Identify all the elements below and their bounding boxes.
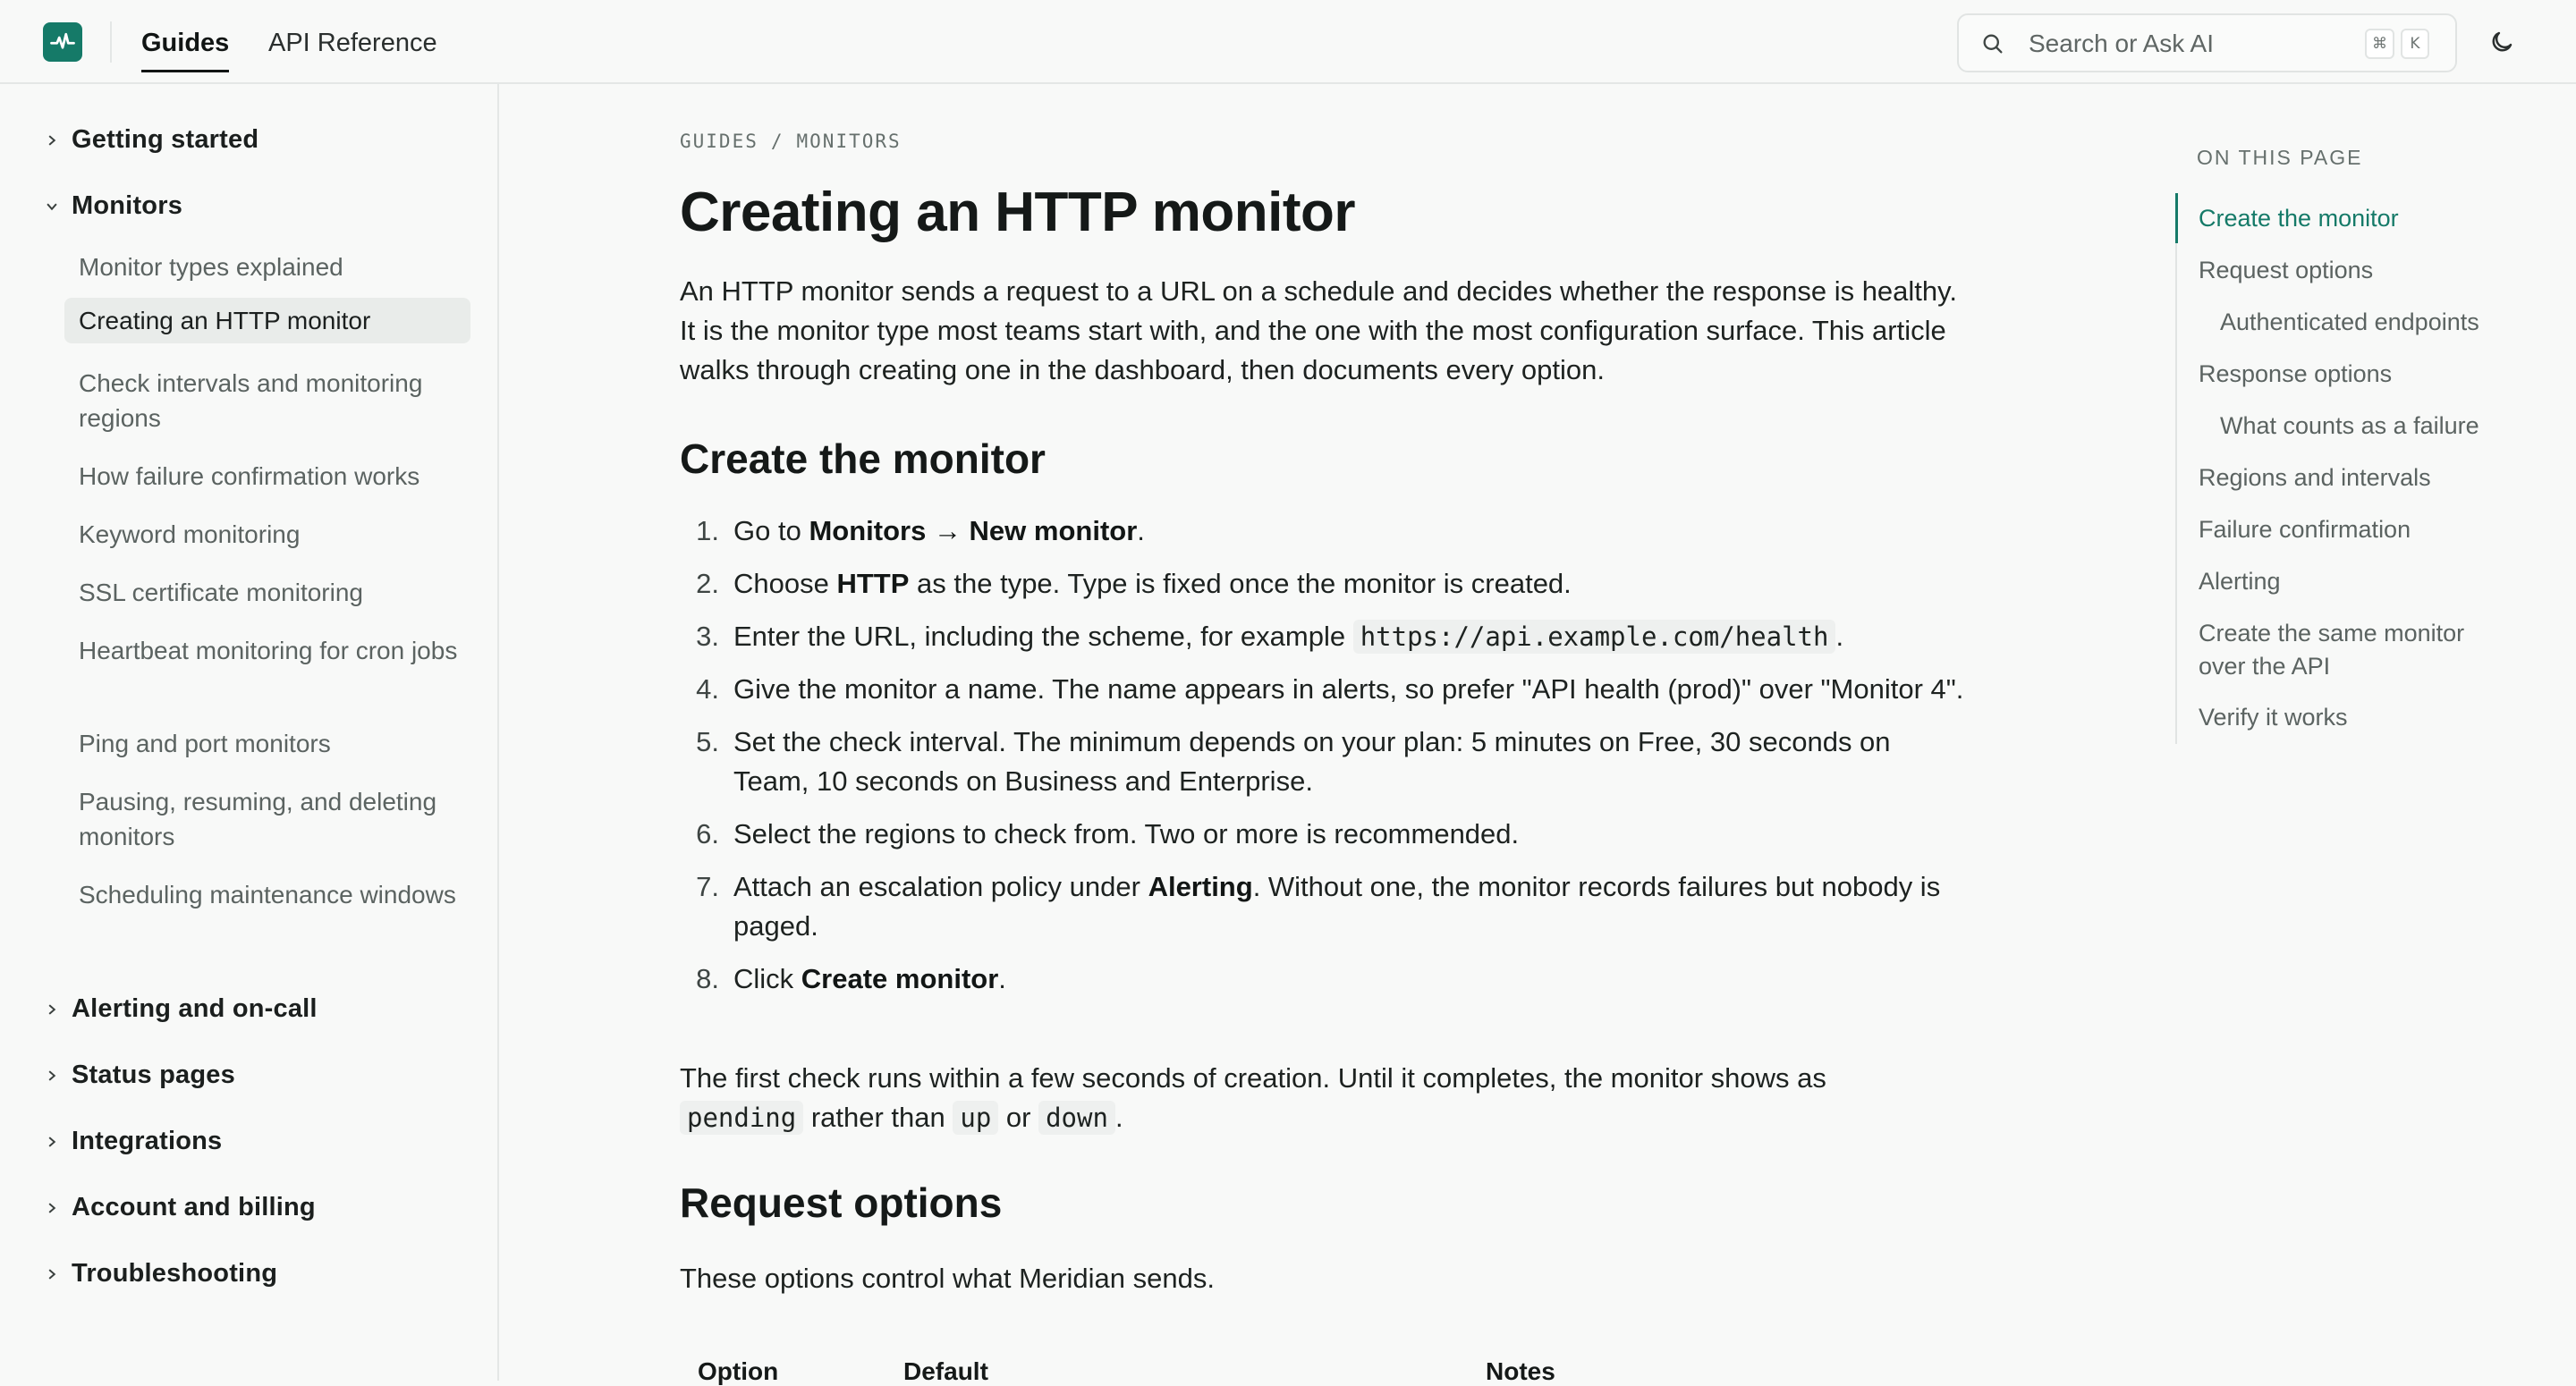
list-item: 3. Enter the URL, including the scheme, for example https://api.example.com/health . [696,621,1844,652]
toc-active-indicator [2175,193,2178,243]
table-header-notes: Notes [1486,1357,1555,1385]
sidebar-section-label: Getting started [72,125,259,154]
steps-list [680,511,1968,1012]
sidebar-section-label: Account and billing [72,1193,316,1221]
menu-path: Monitors → New monitor [809,515,1138,546]
shortcut-cmd-key: ⌘ [2365,29,2394,59]
toc-item-authenticated-endpoints[interactable]: Authenticated endpoints [2220,308,2479,335]
sidebar-item-keyword-monitoring[interactable]: Keyword monitoring [79,520,301,548]
shortcut-k-key: K [2401,29,2429,59]
list-item: 5. Set the check interval. The minimum depends on your plan: 5 minutes on Free, 30 seconds on Team, 10 seconds on Business and Enterprise. [696,726,1891,797]
toc-item-verify-it-works[interactable]: Verify it works [2199,704,2348,731]
table-header-default: Default [903,1357,988,1385]
sidebar-section-getting-started[interactable] [43,125,258,155]
example-url-code: https://api.example.com/health [1353,620,1836,654]
sidebar-item-monitor-types[interactable]: Monitor types explained [79,253,343,281]
sidebar-item-creating-http-monitor[interactable]: Creating an HTTP monitor [64,298,470,343]
toc-item-alerting[interactable]: Alerting [2199,568,2281,595]
breadcrumb-monitors[interactable]: MONITORS [796,131,902,152]
moon-icon[interactable] [2484,24,2520,60]
search-placeholder: Search or Ask AI [2029,30,2214,57]
breadcrumb [680,131,902,152]
sidebar [0,84,499,1381]
sidebar-item-maintenance-windows[interactable]: Scheduling maintenance windows [79,881,456,909]
top-bar [0,0,2576,84]
request-options-paragraph: These options control what Meridian sends. [680,1263,1215,1294]
list-item: 8. Click Create monitor. [696,963,1006,994]
toc-item-what-counts-as-failure[interactable]: What counts as a failure [2220,412,2479,439]
header-divider [110,21,112,63]
list-item: 6. Select the regions to check from. Two or more is recommended. [696,818,1520,849]
table-header-option: Option [698,1357,779,1385]
toc-item-create-over-api[interactable]: Create the same monitor over the API [2199,620,2465,680]
chevron-right-icon [43,1133,61,1151]
page-title: Creating an HTTP monitor [680,182,1356,243]
sidebar-section-alerting[interactable] [43,994,318,1024]
list-item: 4. Give the monitor a name. The name appears in alerts, so prefer "API health (prod)" over "Monitor 4". [696,673,1964,705]
sidebar-section-label: Monitors [72,191,183,220]
heading-create-the-monitor: Create the monitor [680,435,1046,482]
toc-item-response-options[interactable]: Response options [2199,360,2393,387]
sidebar-section-label: Alerting and on-call [72,994,318,1023]
logo-pulse-icon[interactable] [43,22,82,62]
status-down-code: down [1038,1101,1115,1135]
chevron-right-icon [43,1067,61,1085]
sidebar-item-failure-confirmation[interactable]: How failure confirmation works [79,462,420,490]
breadcrumb-guides[interactable]: GUIDES [680,131,758,152]
sidebar-section-account-billing[interactable] [43,1193,316,1222]
sidebar-item-ping-port-monitors[interactable]: Ping and port monitors [79,730,331,757]
toc-item-failure-confirmation[interactable]: Failure confirmation [2199,516,2411,543]
after-steps-paragraph: The first check runs within a few seconds of creation. Until it completes, the monitor shows as pending rather than up or down . [680,1062,1826,1133]
tab-api-reference[interactable]: API Reference [268,29,437,57]
status-up-code: up [953,1101,998,1135]
chevron-right-icon [43,1265,61,1283]
status-pending-code: pending [680,1101,803,1135]
sidebar-item-heartbeat-monitoring[interactable]: Heartbeat monitoring for cron jobs [79,637,458,664]
list-item: 2. Choose HTTP as the type. Type is fixed once the monitor is created. [696,568,1572,599]
sidebar-section-label: Integrations [72,1127,223,1155]
sidebar-section-label: Status pages [72,1061,235,1089]
breadcrumb-separator: / [770,131,784,152]
intro-paragraph: An HTTP monitor sends a request to a URL on a schedule and decides whether the response is healthy. It is the monitor type most teams start with, and the one with the most configuration surface. This article walks through creating one in the dashboard, then documents every option. [680,275,1957,385]
sidebar-item-ssl-monitoring[interactable]: SSL certificate monitoring [79,579,363,606]
chevron-right-icon [43,1199,61,1217]
chevron-right-icon [43,131,61,149]
toc-item-request-options[interactable]: Request options [2199,257,2374,283]
toc-rail [2175,193,2177,744]
sidebar-section-integrations[interactable] [43,1127,222,1156]
heading-request-options: Request options [680,1179,1003,1226]
sidebar-section-troubleshooting[interactable] [43,1259,277,1289]
sidebar-item-pausing-monitors[interactable]: Pausing, resuming, and deleting monitors [79,788,437,850]
sidebar-section-status-pages[interactable] [43,1061,235,1090]
toc-item-regions-and-intervals[interactable]: Regions and intervals [2199,464,2431,491]
search-box[interactable] [1957,13,2457,72]
chevron-right-icon [43,1001,61,1018]
tab-guides[interactable]: Guides [141,25,229,61]
toc-title: ON THIS PAGE [2197,146,2363,169]
list-item: 1. Go to Monitors → New monitor. [696,515,1145,546]
search-icon [1980,31,2005,61]
sidebar-section-label: Troubleshooting [72,1259,278,1288]
list-item: 7. Attach an escalation policy under Alerting. Without one, the monitor records failures but nobody is paged. [696,871,1941,942]
chevron-down-icon [43,198,61,216]
toc-item-create-the-monitor[interactable]: Create the monitor [2199,205,2399,232]
sidebar-section-monitors[interactable] [43,191,182,221]
sidebar-item-check-intervals[interactable]: Check intervals and monitoring regions [79,369,423,432]
